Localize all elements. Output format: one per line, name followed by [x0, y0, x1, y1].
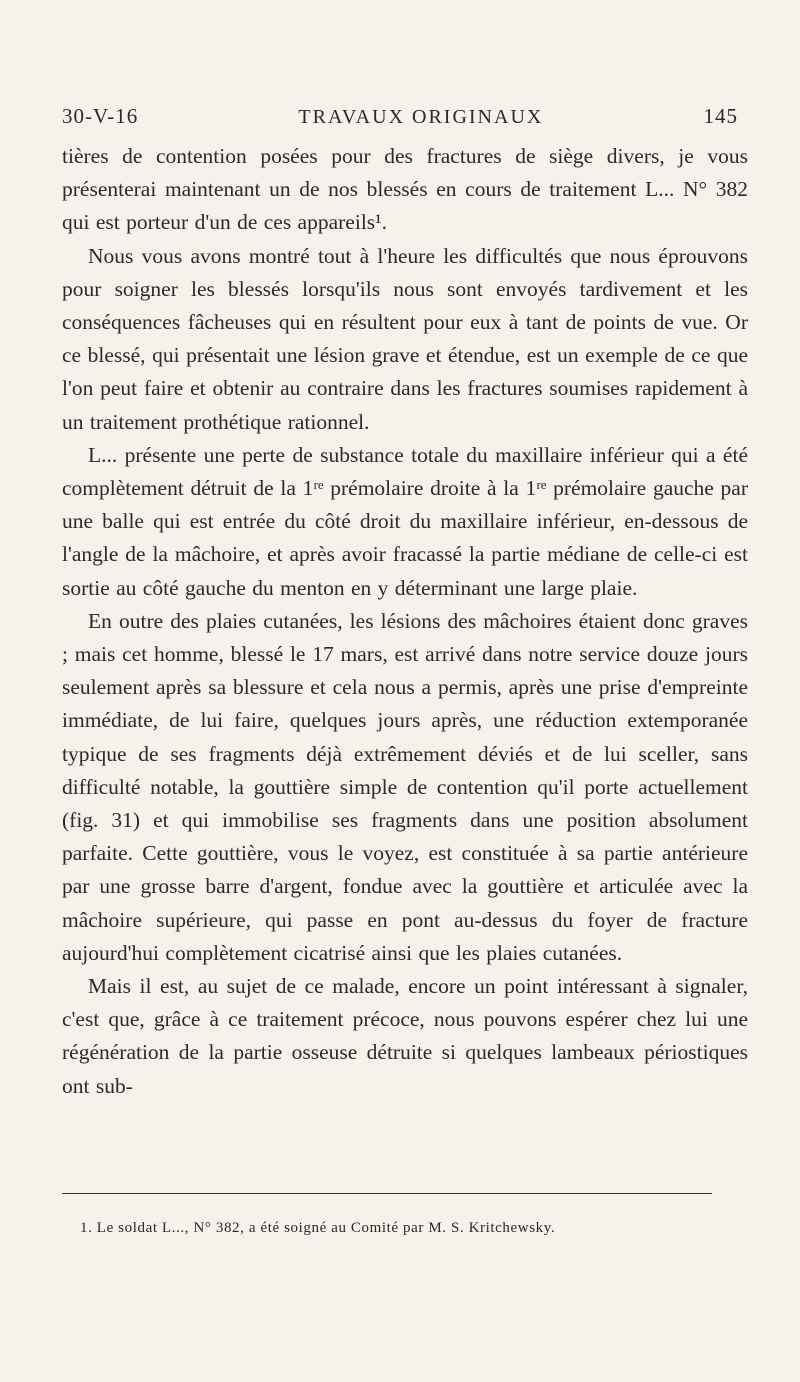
page-number: 145: [703, 104, 738, 128]
footnote-divider: [62, 1193, 712, 1194]
body-text: [62, 140, 748, 1103]
paragraph-5: Mais il est, au sujet de ce malade, encore un point intéressant à signaler, c'est que, grâce à ce traitement précoce, nous pouvons espérer chez lui une régénération de la partie osseuse détruite si quelques lambeaux périostiques ont sub-: [62, 974, 748, 1098]
header-title: TRAVAUX ORIGINAUX: [298, 106, 544, 128]
footnote: 1. Le soldat L..., N° 382, a été soigné au Comité par M. S. Kritchewsky.: [80, 1220, 556, 1236]
running-header: [62, 104, 738, 129]
paragraph-1: tières de contention posées pour des fractures de siège divers, je vous présenterai maintenant un de nos blessés en cours de traitement L... N° 382 qui est porteur d'un de ces appareils¹.: [62, 144, 748, 235]
header-date: 30-V-16: [62, 104, 139, 128]
paragraph-2: Nous vous avons montré tout à l'heure les difficultés que nous éprouvons pour soigner les blessés lorsqu'ils nous sont envoyés tardivement et les conséquences fâcheuses qui en résultent pour eux à tant de points de vue. Or ce blessé, qui présentait une lésion grave et étendue, est un exemple de ce que l'on peut faire et obtenir au contraire dans les fractures soumises rapidement à un traitement prothétique rationnel.: [62, 243, 748, 434]
paragraph-3: L... présente une perte de substance totale du maxillaire inférieur qui a été complètement détruit de la 1ʳᵉ prémolaire droite à la 1ʳᵉ prémolaire gauche par une balle qui est entrée du côté droit du maxillaire inférieur, en-dessous de l'angle de la mâchoire, et après avoir fracassé la partie médiane de celle-ci est sortie au côté gauche du menton en y déterminant une large plaie.: [62, 442, 748, 600]
paragraph-4: En outre des plaies cutanées, les lésions des mâchoires étaient donc graves ; mais cet homme, blessé le 17 mars, est arrivé dans notre service douze jours seulement après sa blessure et cela nous a permis, après une prise d'empreinte immédiate, de lui faire, quelques jours après, une réduction extemporanée typique de ses fragments déjà extrêmement déviés et de lui sceller, sans difficulté notable, la gouttière simple de contention qu'il porte actuellement (fig. 31) et qui immobilise ses fragments dans une position absolument parfaite. Cette gouttière, vous le voyez, est constituée à sa partie antérieure par une grosse barre d'argent, fondue avec la gouttière et articulée avec la mâchoire supérieure, qui passe en pont au-dessus du foyer de fracture aujourd'hui complètement cicatrisé ainsi que les plaies cutanées.: [62, 608, 748, 965]
